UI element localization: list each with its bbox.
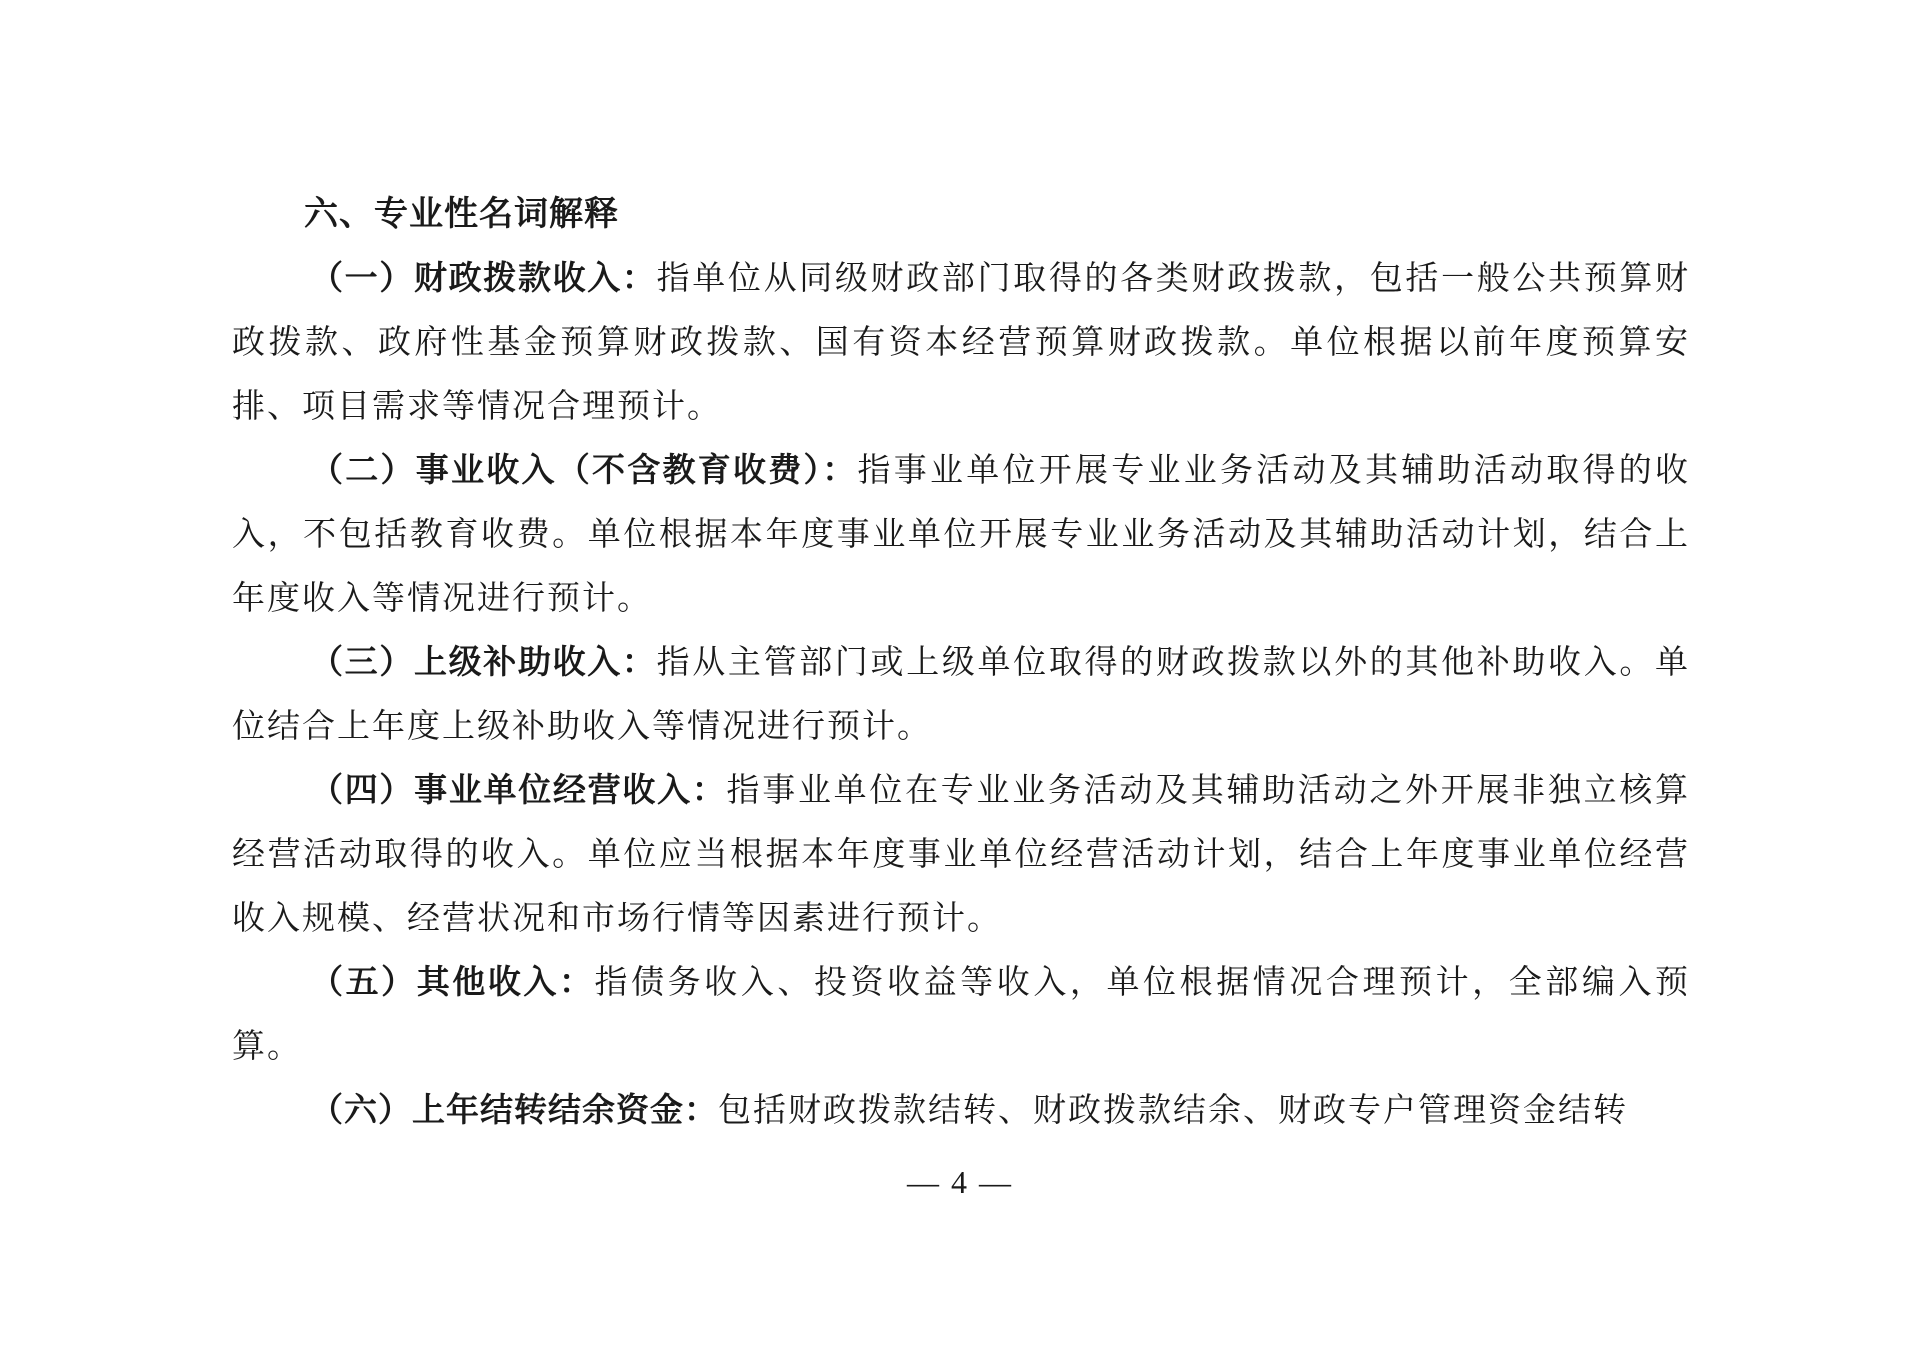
definition-text-1: 指单位从同级财政部门取得的各类财政拨款，包括一般公共预算财政拨款、政府性基金预算财政拨款、国有资本经营预算财政拨款。单位根据以前年度预算安排、项目需求等情况合理预计。 — [232, 258, 1691, 425]
definition-text-3: 指从主管部门或上级单位取得的财政拨款以外的其他补助收入。单位结合上年度上级补助收入等情况进行预计。 — [232, 642, 1691, 745]
definition-term-2: （二）事业收入（不含教育收费）： — [310, 450, 858, 489]
definition-paragraph-1 — [232, 246, 1690, 438]
definition-term-1: （一）财政拨款收入： — [310, 258, 657, 297]
definition-text-2: 指事业单位开展专业业务活动及其辅助活动取得的收入，不包括教育收费。单位根据本年度事业单位开展专业业务活动及其辅助活动计划，结合上年度收入等情况进行预计。 — [232, 450, 1690, 617]
definition-paragraph-6 — [232, 1078, 1690, 1142]
definition-term-3: （三）上级补助收入： — [310, 642, 657, 681]
page-number: — 4 — — [907, 1164, 1013, 1200]
definition-paragraph-3 — [232, 630, 1690, 758]
definition-text-5: 指债务收入、投资收益等收入，单位根据情况合理预计，全部编入预算。 — [232, 962, 1691, 1065]
definition-term-4: （四）事业单位经营收入： — [310, 770, 727, 809]
definition-paragraph-2 — [232, 438, 1690, 630]
definition-text-6: 包括财政拨款结转、财政拨款结余、财政专户管理资金结转 — [718, 1090, 1628, 1129]
section-heading: 六、专业性名词解释 — [304, 194, 619, 234]
definition-paragraph-5 — [232, 950, 1690, 1078]
document-body — [232, 182, 1690, 1142]
definition-paragraph-4 — [232, 758, 1690, 950]
definition-term-5: （五）其他收入： — [310, 962, 595, 1001]
definition-term-6: （六）上年结转结余资金： — [310, 1090, 718, 1129]
definition-text-4: 指事业单位在专业业务活动及其辅助活动之外开展非独立核算经营活动取得的收入。单位应当根据本年度事业单位经营活动计划，结合上年度事业单位经营收入规模、经营状况和市场行情等因素进行预计。 — [232, 770, 1691, 937]
